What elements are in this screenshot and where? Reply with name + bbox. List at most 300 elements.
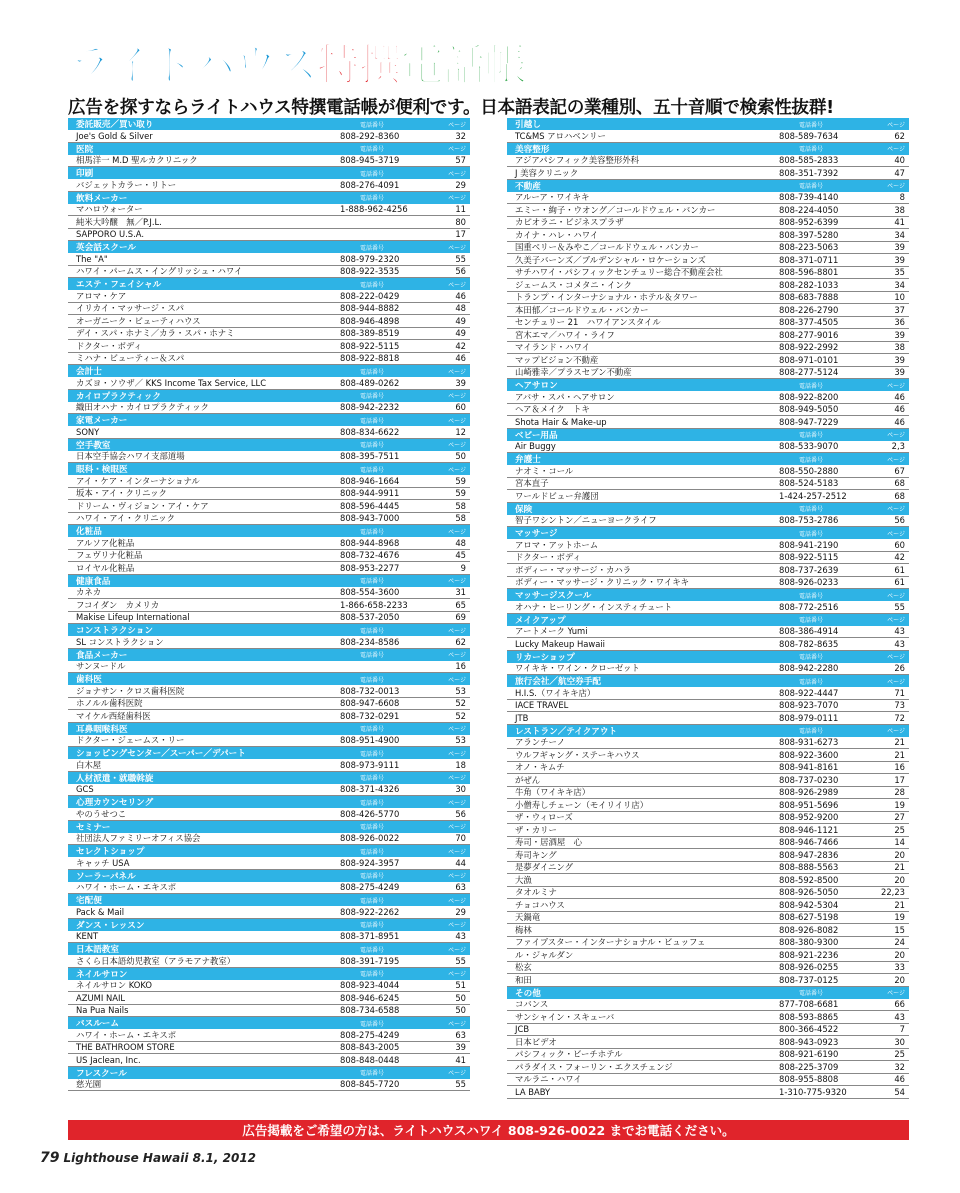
listing-row [68,980,470,993]
listing-row [507,254,909,267]
page-column-label: ページ [448,848,466,856]
listing-phone: 808-944-8882 [340,303,400,314]
title-part-lighthouse: ライトハウス [68,41,317,91]
phone-column-label: 電話番号 [360,848,385,856]
listing-page: 20 [894,974,905,985]
listing-page: 12 [455,426,466,437]
category-name: セレクトショップ [76,847,145,857]
listing-phone: 808-683-7888 [779,292,839,303]
listing-row [507,304,909,317]
listing-page: 40 [894,155,905,166]
page-column-label: ページ [887,382,905,390]
listing-row [68,599,470,612]
phone-column-label: 電話番号 [360,726,385,733]
category-name: 英会話スクール [76,243,136,253]
listing-page: 39 [894,354,905,365]
listing-page: 59 [455,475,466,486]
listing-page: 56 [455,808,466,819]
listing-row [507,1036,909,1049]
listing-name: ジョナサン・クロス歯科医院 [76,685,185,696]
directory-section [507,589,909,614]
listing-phone: 808-732-0291 [340,710,400,721]
category-name: 印刷 [76,169,94,179]
category-name: ベビー用品 [515,430,558,441]
advertising-banner: 広告掲載をご希望の方は、ライトハウスハワイ 808-926-0022 までお電話ください。 [68,1120,909,1140]
listing-row [507,1074,909,1087]
listing-row [68,513,470,526]
listing-row [68,155,470,168]
listing-page: 19 [894,799,905,810]
category-name: 引越し [515,120,541,130]
directory-right-column [507,118,909,1099]
directory-section [68,414,470,439]
category-header [507,527,909,539]
listing-page: 55 [455,1079,466,1090]
listing-phone: 808-732-0013 [340,685,400,696]
category-header [507,987,909,999]
listing-row [68,587,470,600]
category-header [68,143,470,155]
listing-page: 43 [894,638,905,649]
listing-name: ハワイ・ホーム・エキスポ [76,1029,177,1040]
category-name: ヘアサロン [515,381,558,391]
listing-page: 21 [894,862,905,873]
listing-name: 慈光園 [76,1079,102,1090]
category-name: マッサージ [515,529,558,539]
listing-row [507,762,909,775]
listing-page: 10 [894,292,905,303]
listing-page: 60 [455,402,466,413]
listing-name: サンシャイン・スキューバ [515,1011,615,1022]
listing-phone: 808-922-3535 [340,266,400,277]
page-folio [40,1150,256,1166]
directory-section [68,796,470,821]
listing-name: ハワイ・アイ・クリニック [76,513,175,524]
listing-name: 日本空手協会ハワイ支部道場 [76,451,185,462]
category-header [68,943,470,955]
listing-phone: 808-949-5050 [779,404,839,415]
listing-row [68,500,470,513]
listing-page: 60 [894,539,905,550]
listing-name: Shota Hair & Make-up [515,416,607,427]
phone-column-label: 電話番号 [799,617,824,624]
listing-name: ボディー・マッサージ・カハラ [515,564,632,575]
listing-name: ヘア＆メイク トキ [515,404,590,415]
listing-page: 57 [455,155,466,166]
directory-section [68,943,470,968]
listing-page: 16 [894,762,905,773]
listing-phone: 1-310-775-9320 [779,1086,847,1097]
listing-name: 松玄 [515,962,532,973]
listing-name: 寿司・居酒屋 心 [515,837,582,848]
category-name: 食品メーカー [76,650,128,661]
page-column-label: ページ [887,506,905,513]
directory-section [68,192,470,242]
listing-row [68,179,470,192]
listing-page: 48 [455,303,466,314]
listing-name: ドクター・ボディ [515,552,581,563]
category-header [507,651,909,663]
listing-name: マップビジョン不動産 [515,354,599,365]
listing-name: SONY [76,426,100,437]
phone-column-label: 電話番号 [799,146,824,153]
listing-row [507,862,909,875]
category-header [68,796,470,808]
directory-section [507,143,909,180]
listing-phone: 808-979-0111 [779,712,839,723]
category-name: 美容整形 [515,144,550,155]
category-name: フレスクール [76,1068,127,1079]
page-column-label: ページ [887,121,905,129]
listing-phone: 808-931-6273 [779,737,839,748]
listing-name: ジェームス・コメタニ・インク [515,279,632,290]
listing-name: フコイダン カメリカ [76,599,160,610]
listing-page: 16 [455,661,466,672]
listing-phone: 808-843-2005 [340,1042,400,1053]
category-name: 飲料メーカー [76,193,128,204]
phone-column-label: 電話番号 [799,530,824,538]
directory-section [507,453,909,503]
listing-phone: 808-386-4914 [779,626,839,637]
listing-phone: 808-371-0711 [779,254,839,265]
listing-name: ドリーム・ヴィジョン・アイ・ケア [76,500,209,511]
listing-row [68,130,470,143]
listing-page: 8 [899,192,905,203]
directory-section [507,527,909,589]
directory-section [68,870,470,895]
listing-page: 68 [894,478,905,489]
listing-name: GCS [76,784,94,795]
listing-name: KENT [76,931,99,942]
listing-phone: 808-926-0022 [340,833,400,844]
category-name: 人材派遣・就職斡旋 [76,773,154,784]
listing-phone: 808-737-0230 [779,774,839,785]
listing-page: 55 [894,601,905,612]
category-name: 保険 [515,504,533,515]
listing-name: ル・ジャルダン [515,949,574,960]
phone-column-label: 電話番号 [799,728,824,735]
listing-phone: 808-946-6245 [340,992,400,1003]
listing-row [68,562,470,575]
listing-page: 34 [894,229,905,240]
listing-phone: 808-282-1033 [779,279,839,290]
page-column-label: ページ [887,146,905,153]
listing-phone: 808-397-5280 [779,229,839,240]
listing-phone: 808-947-6608 [340,698,400,709]
listing-page: 39 [455,377,466,388]
category-header [507,453,909,465]
phone-column-label: 電話番号 [799,654,824,661]
listing-page: 17 [455,229,466,240]
page-column-label: ページ [448,170,466,178]
listing-phone: 808-922-3600 [779,749,839,760]
listing-page: 33 [894,962,905,973]
listing-phone: 808-389-8519 [340,328,400,339]
listing-row [68,303,470,316]
listing-row [507,367,909,380]
listing-row [507,292,909,305]
listing-name: ロイヤル化粧品 [76,562,135,573]
listing-row [507,899,909,912]
listing-row [507,812,909,825]
listing-name: 梅林 [515,924,532,935]
listing-page: 46 [894,404,905,415]
listing-name: 織田オハナ・カイロプラクティック [76,402,209,413]
category-name: 不動産 [515,181,541,192]
listing-phone: 808-923-4044 [340,980,400,991]
listing-phone: 808-277-9016 [779,329,839,340]
listing-phone: 808-377-4505 [779,317,839,328]
listing-page: 7 [899,1024,905,1035]
listing-phone: 808-943-7000 [340,513,400,524]
category-name: 医院 [76,144,94,155]
listing-row [68,685,470,698]
phone-column-label: 電話番号 [360,750,385,758]
listing-name: ドクター・ボディ [76,340,142,351]
listing-phone: 808-942-2232 [340,402,400,413]
phone-column-label: 電話番号 [360,1020,385,1028]
listing-row [507,564,909,577]
listing-page: 47 [894,167,905,178]
listing-phone: 808-946-1121 [779,824,839,835]
page-column-label: ページ [448,922,466,929]
listing-row [68,253,470,266]
listing-page: 27 [894,812,905,823]
page-column-label: ページ [448,652,466,659]
listing-row [507,242,909,255]
listing-name: LA BABY [515,1086,551,1097]
page-column-label: ページ [448,1070,466,1077]
listing-page: 71 [894,687,905,698]
listing-row [507,155,909,168]
listing-name: ザ・ウィローズ [515,812,573,823]
directory-section [507,503,909,528]
listing-phone: 808-944-8968 [340,537,400,548]
listing-phone: 808-973-9111 [340,759,400,770]
phone-column-label: 電話番号 [360,897,385,905]
listing-name: ドクター・ジェームス・リー [76,735,185,746]
listing-page: 39 [894,329,905,340]
listing-name: J 美容クリニック [515,167,579,178]
listing-phone: 808-922-5115 [779,552,839,563]
listing-page: 22,23 [881,887,905,898]
category-header [68,821,470,833]
listing-page: 21 [894,749,905,760]
listing-phone: 808-737-0125 [779,974,839,985]
listing-page: 25 [894,1049,905,1060]
listing-name: がぜん [515,774,541,785]
phone-column-label: 電話番号 [360,442,385,449]
listing-page: 41 [455,1054,466,1065]
listing-phone: 808-946-7466 [779,837,839,848]
category-header [68,575,470,587]
listing-name: コバンス [515,999,549,1010]
listing-row [507,787,909,800]
directory-section [68,278,470,365]
listing-row [507,799,909,812]
listing-page: 46 [894,391,905,402]
listing-phone: 808-782-8635 [779,638,839,649]
listing-page: 18 [455,759,466,770]
listing-phone: 808-593-8865 [779,1011,839,1022]
listing-row [507,552,909,565]
directory-section [68,439,470,464]
listing-row [507,999,909,1012]
listing-page: 36 [894,317,905,328]
listing-row [68,315,470,328]
listing-page: 50 [455,992,466,1003]
category-name: 委託販売／買い取り [76,120,154,130]
category-header [507,180,909,192]
phone-column-label: 電話番号 [360,170,385,178]
directory-section [68,673,470,723]
listing-row [507,416,909,429]
listing-phone: 808-732-4676 [340,550,400,561]
listing-name: ホノルル歯科医院 [76,698,143,709]
listing-row [507,737,909,750]
listing-phone: 808-943-0923 [779,1036,839,1047]
directory-section [68,821,470,846]
phone-column-label: 電話番号 [799,506,824,513]
phone-column-label: 電話番号 [799,432,824,439]
category-header [68,772,470,784]
listing-phone: 808-489-0262 [340,377,400,388]
listing-page: 29 [455,906,466,917]
listing-name: アジアパシフィック美容整形外科 [515,155,639,166]
category-header [68,968,470,980]
category-header [507,379,909,391]
listing-name: SL コンストラクション [76,636,164,647]
page-column-label: ページ [448,578,466,585]
listing-page: 17 [894,774,905,785]
listing-row [507,924,909,937]
page-column-label: ページ [448,121,466,129]
listing-phone: 808-537-2050 [340,612,400,623]
listing-phone: 808-941-8161 [779,762,839,773]
page-column-label: ページ [448,417,466,425]
listing-page: 58 [455,513,466,524]
listing-row [507,490,909,503]
listing-page: 19 [894,912,905,923]
listing-row [507,1011,909,1024]
listing-name: ネイルサロン KOKO [76,980,152,991]
phone-column-label: 電話番号 [360,676,385,684]
listing-page: 39 [894,242,905,253]
category-name: 歯科医 [76,675,102,685]
directory-section [68,772,470,797]
listing-page: 49 [455,328,466,339]
listing-page: 39 [455,1042,466,1053]
listing-phone: 808-223-5063 [779,242,839,253]
listing-row [507,539,909,552]
listing-name: 是夢ダイニング [515,862,573,873]
listing-phone: 808-772-2516 [779,601,839,612]
directory-section [68,723,470,748]
directory-section [68,1017,470,1067]
directory-section [507,180,909,380]
page-column-label: ページ [448,195,466,202]
page-column-label: ページ [887,617,905,624]
directory-section [68,894,470,919]
listing-phone: 808-524-5183 [779,478,839,489]
category-header [507,118,909,130]
listing-page: 9 [460,562,466,573]
listing-name: アロマ・ケア [76,290,127,301]
listing-phone: 808-550-2880 [779,465,839,476]
directory-section [507,987,909,1099]
listing-phone: 1-866-658-2233 [340,599,408,610]
listing-name: マルラニ・ハワイ [515,1074,582,1085]
phone-column-label: 電話番号 [360,466,385,474]
listing-name: マイケル西経歯科医 [76,710,151,721]
listing-page: 21 [894,899,905,910]
listing-name: 小僧寿しチェーン（モイリイリ店） [515,799,649,810]
listing-name: Makise Lifeup International [76,612,190,623]
phone-column-label: 電話番号 [360,775,385,782]
listing-row [68,340,470,353]
directory-section [68,649,470,674]
page-column-label: ページ [448,897,466,905]
listing-phone: 877-708-6681 [779,999,839,1010]
listing-row [507,515,909,528]
phone-column-label: 電話番号 [360,121,385,129]
listing-name: 日本ビデオ [515,1036,557,1047]
listing-name: 宮本直子 [515,478,549,489]
category-header [507,675,909,687]
category-header [68,845,470,857]
listing-phone: 808-834-6622 [340,426,400,437]
listing-row [507,167,909,180]
listing-name: オノ・キムチ [515,762,565,773]
listing-phone: 808-952-9200 [779,812,839,823]
listing-phone: 808-234-8586 [340,636,400,647]
phone-column-label: 電話番号 [360,393,385,400]
page-column-label: ページ [887,990,905,997]
listing-name: 天鍋竜 [515,912,541,923]
listing-name: 社団法人ファミリーオフィス協会 [76,833,201,844]
category-name: メイクアップ [515,615,566,626]
category-name: バスルーム [76,1019,119,1029]
listing-page: 25 [894,824,905,835]
listing-name: 久美子バーンズ／ブルデンシャル・ロケーションズ [515,254,706,265]
category-name: ネイルサロン [76,969,128,980]
listing-phone: 808-946-1664 [340,475,400,486]
listing-phone: 808-734-6588 [340,1005,400,1016]
listing-page: 80 [455,216,466,227]
listing-name: ナオミ・コール [515,465,574,476]
listing-row [68,266,470,279]
category-header [507,429,909,441]
category-header [68,278,470,290]
listing-name: サチハワイ・パシフィックセンチュリー総合不動産会社 [515,267,723,278]
listing-page: 39 [894,367,905,378]
listing-page: 62 [894,130,905,141]
listing-phone: 808-845-7720 [340,1079,400,1090]
listing-row [68,882,470,895]
category-name: 宅配便 [76,896,102,906]
page-column-label: ページ [448,799,466,807]
category-header [68,463,470,475]
category-name: 旅行会社／航空券手配 [515,677,601,687]
listing-phone: 808-277-5124 [779,367,839,378]
listing-name: アートメーク Yumi [515,626,588,637]
category-header [68,241,470,253]
listing-name: JCB [515,1024,530,1035]
directory-section [68,463,470,525]
category-name: エステ・フェイシャル [76,280,162,290]
listing-phone: 808-224-4050 [779,204,839,215]
phone-column-label: 電話番号 [360,281,385,289]
